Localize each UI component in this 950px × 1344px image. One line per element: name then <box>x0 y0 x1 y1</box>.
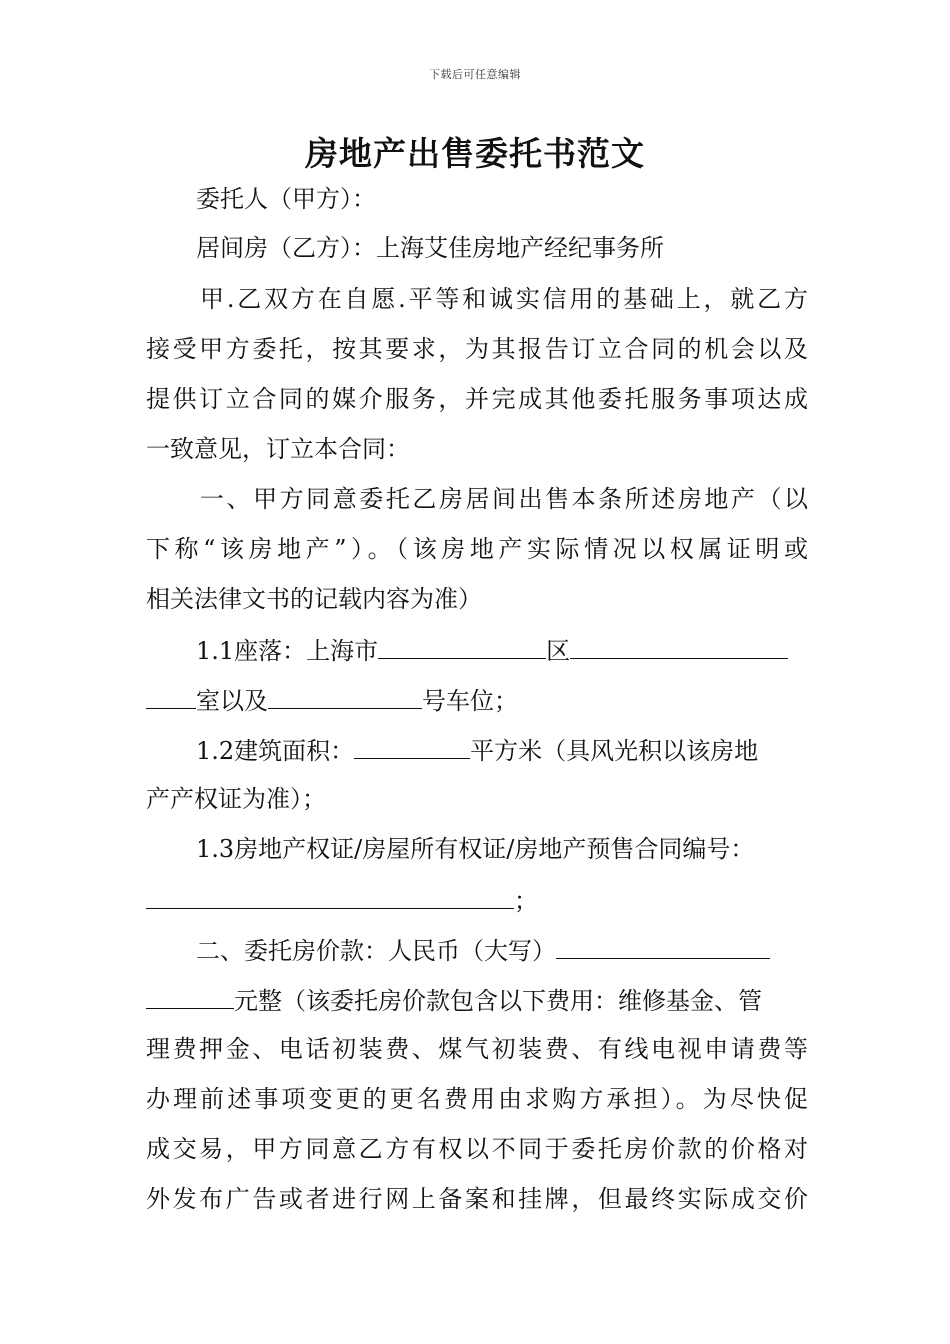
location-line <box>196 634 808 664</box>
room-blank <box>146 684 196 709</box>
price-line-2 <box>146 984 808 1014</box>
room-label: 室以及 <box>196 687 268 715</box>
agent-line: 居间房（乙方）：上海艾佳房地产经纪事务所 <box>196 234 664 262</box>
price-blank <box>556 934 770 959</box>
location-label: 1.1座落：上海市 <box>196 637 379 665</box>
price-line-2-text: 元整（该委托房价款包含以下费用：维修基金、管 <box>234 987 762 1015</box>
area-label: 1.2建筑面积： <box>196 737 355 765</box>
certificate-line: 1.3房地产权证/房屋所有权证/房地产预售合同编号： <box>196 835 755 863</box>
district-label: 区 <box>546 637 571 665</box>
certificate-number-line <box>146 884 808 914</box>
principal-line: 委托人（甲方）： <box>196 185 376 213</box>
clause-1-line-3: 相关法律文书的记载内容为准） <box>146 585 482 613</box>
preamble-line-4: 一致意见，订立本合同： <box>146 435 410 463</box>
certificate-end: ； <box>514 887 538 915</box>
parking-label: 号车位； <box>422 687 518 715</box>
price-line-3: 理费押金、电话初装费、煤气初装费、有线电视申请费等 <box>146 1035 808 1063</box>
document-title: 房地产出售委托书范文 <box>305 134 645 173</box>
price-label: 二、委托房价款：人民币（大写） <box>196 937 556 965</box>
clause-1-line-2: 下称“该房地产”）。（该房地产实际情况以权属证明或 <box>146 535 808 563</box>
city-blank <box>378 634 546 659</box>
preamble-line-1: 甲.乙双方在自愿.平等和诚实信用的基础上，就乙方 <box>200 285 808 313</box>
certificate-number-blank <box>146 884 514 909</box>
preamble-line-3: 提供订立合同的媒介服务，并完成其他委托服务事项达成 <box>146 385 808 413</box>
district-blank <box>570 634 788 659</box>
price-line-5: 成交易，甲方同意乙方有权以不同于委托房价款的价格对 <box>146 1135 808 1163</box>
clause-1-line-1: 一、甲方同意委托乙房居间出售本条所述房地产（以 <box>200 485 808 513</box>
price-blank-2 <box>146 984 234 1009</box>
preamble-line-2: 接受甲方委托，按其要求，为其报告订立合同的机会以及 <box>146 335 808 363</box>
area-blank <box>354 734 470 759</box>
price-line-4: 办理前述事项变更的更名费用由求购方承担）。为尽快促 <box>146 1085 808 1113</box>
area-line <box>196 734 808 764</box>
room-line <box>146 684 808 714</box>
price-line-6: 外发布广告或者进行网上备案和挂牌，但最终实际成交价 <box>146 1185 808 1213</box>
area-line-2: 产产权证为准）； <box>146 785 326 813</box>
header-note: 下载后可任意编辑 <box>429 68 521 81</box>
price-line <box>196 934 808 964</box>
parking-blank <box>268 684 422 709</box>
area-unit-text: 平方米（具风光积以该房地 <box>470 737 759 765</box>
